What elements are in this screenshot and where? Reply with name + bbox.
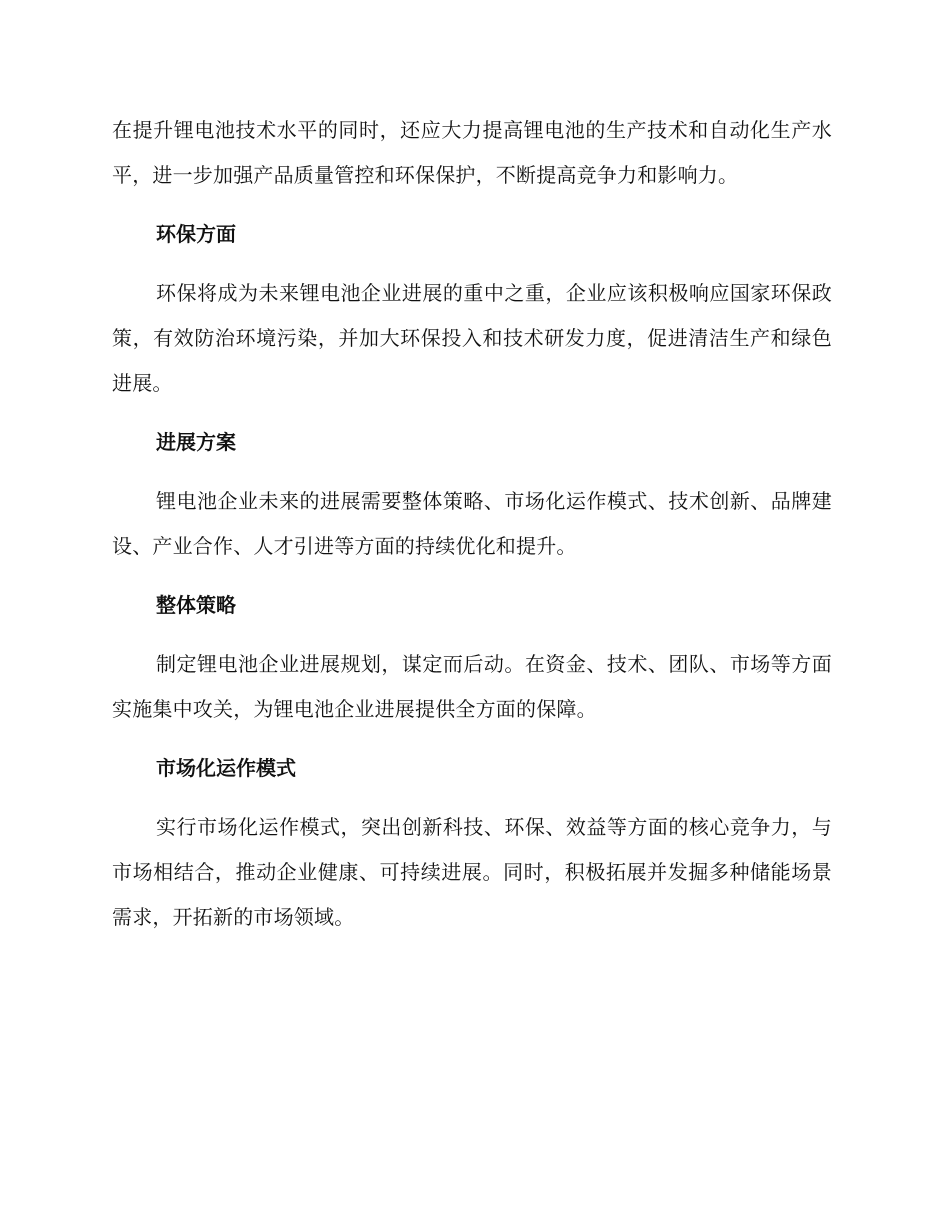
section-paragraph-overall-strategy: 制定锂电池企业进展规划，谋定而后动。在资金、技术、团队、市场等方面实施集中攻关，为锂电池企业进展提供全方面的保障。 xyxy=(112,652,832,721)
section-heading-environment: 环保方面 xyxy=(156,222,236,246)
section-heading-market-operation: 市场化运作模式 xyxy=(156,756,296,780)
intro-paragraph: 在提升锂电池技术水平的同时，还应大力提高锂电池的生产技术和自动化生产水平，进一步加强产品质量管控和环保保护，不断提高竞争力和影响力。 xyxy=(112,118,832,187)
document-body xyxy=(112,108,832,940)
section-paragraph-market-operation: 实行市场化运作模式，突出创新科技、环保、效益等方面的核心竞争力，与市场相结合，推动企业健康、可持续进展。同时，积极拓展并发掘多种储能场景需求，开拓新的市场领域。 xyxy=(112,815,832,929)
section-heading-overall-strategy: 整体策略 xyxy=(156,593,236,617)
section-paragraph-environment: 环保将成为未来锂电池企业进展的重中之重，企业应该积极响应国家环保政策，有效防治环境污染，并加大环保投入和技术研发力度，促进清洁生产和绿色进展。 xyxy=(112,281,832,395)
section-paragraph-development-plan: 锂电池企业未来的进展需要整体策略、市场化运作模式、技术创新、品牌建设、产业合作、人才引进等方面的持续优化和提升。 xyxy=(112,489,832,558)
section-heading-development-plan: 进展方案 xyxy=(156,430,236,454)
